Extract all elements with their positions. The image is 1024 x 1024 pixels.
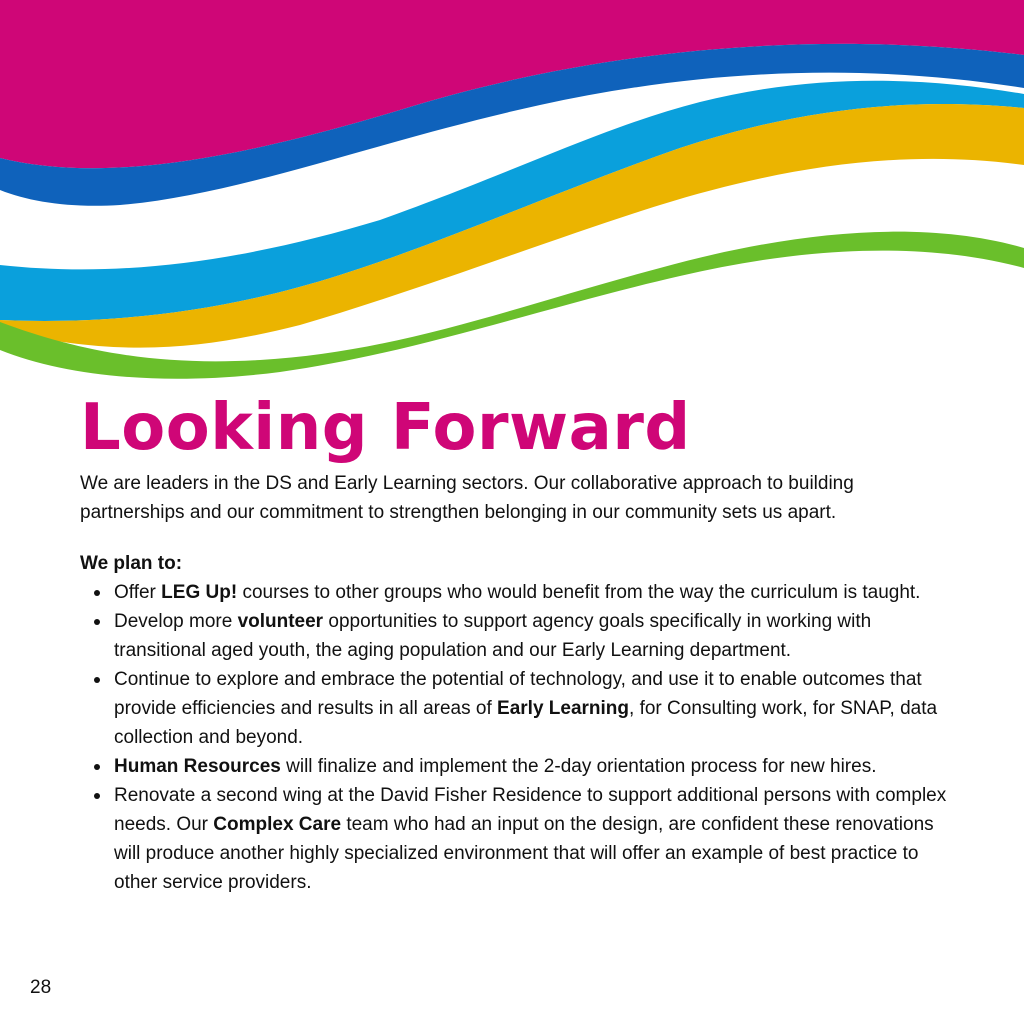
intro-paragraph: We are leaders in the DS and Early Learning sectors. Our collaborative approach to building partnerships and our commitment to strengthen belonging in our community sets us apart. [80,473,854,523]
header-wave-graphic [0,0,1024,400]
plan-item-highlight: Human Resources [114,756,281,777]
plan-item-text: courses to other groups who would benefit from the way the curriculum is taught. [237,582,921,603]
plan-heading: We plan to: [80,553,183,574]
plan-item-text: will finalize and implement the 2-day orientation process for new hires. [280,756,877,777]
plan-item [80,752,950,781]
plan-item-text: Continue to explore and embrace the potential of technology, and use it to enable outcomes that provide efficiencies and results in all areas of [114,669,922,719]
bullet-icon [94,590,100,596]
bullet-icon [94,764,100,770]
plan-item-highlight: volunteer [237,611,324,632]
bullet-icon [94,677,100,683]
plan-item-highlight: LEG Up! [161,582,238,603]
plan-item-text: team who had an input on the design, are confident these renovations will produce another highly specialized environment that will offer an example of best practice to other service providers. [114,814,934,893]
bullet-icon [94,793,100,799]
plan-item-text: Offer [114,582,162,603]
plan-item-highlight: Complex Care [213,814,342,835]
plan-item-text: Develop more [114,611,238,632]
plan-item-text: Renovate a second wing at the David Fisher Residence to support additional persons with complex needs. Our [114,785,947,835]
plan-item-highlight: Early Learning [497,698,630,719]
page-title: Looking Forward [80,391,691,465]
plan-item [80,665,950,752]
page-number: 28 [30,977,52,998]
plan-item [80,578,950,607]
plan-item [80,607,950,665]
plan-list [80,578,950,897]
bullet-icon [94,619,100,625]
plan-item [80,781,950,897]
plan-item-text: opportunities to support agency goals specifically in working with transitional aged youth, the aging population and our Early Learning department. [114,611,872,661]
plan-item-text: , for Consulting work, for SNAP, data collection and beyond. [114,698,938,748]
